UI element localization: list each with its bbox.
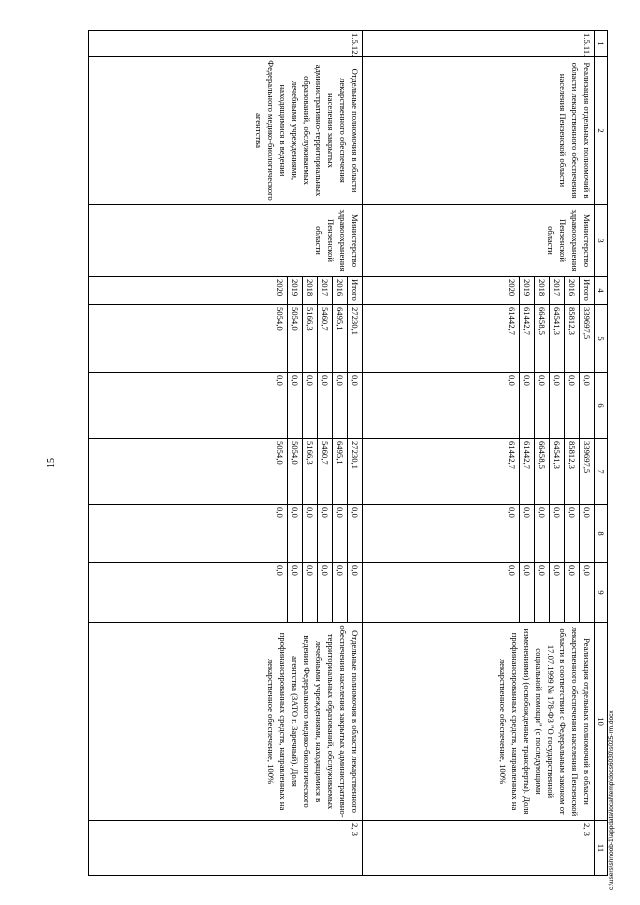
row-responsible: Министерство здравоохранения Пензенской области <box>363 205 595 277</box>
total-cell: 85812,3 <box>565 305 580 373</box>
table-row <box>348 31 363 876</box>
other-cell: 0,0 <box>565 563 580 623</box>
column-number-row <box>595 31 608 876</box>
federal-cell: 0,0 <box>535 373 550 439</box>
row-priority: 2, 3 <box>363 821 595 876</box>
federal-cell: 0,0 <box>520 373 535 439</box>
total-cell: 5054,0 <box>288 305 303 373</box>
total-cell: 6495,1 <box>333 305 348 373</box>
column-number: 9 <box>595 563 608 623</box>
other-cell: 0,0 <box>550 563 565 623</box>
total-cell: 5460,7 <box>318 305 333 373</box>
column-number: 2 <box>595 57 608 205</box>
total-cell: 5054,0 <box>89 305 288 373</box>
year-cell: Итого <box>348 277 363 305</box>
local-cell: 0,0 <box>288 505 303 563</box>
total-cell: 66458,5 <box>535 305 550 373</box>
row-name: Отдельные полномочия в области лекарственного обеспечения населения закрытых административно-территориальных образований, обслуживаемых лечебными учреждениями, находящимися в ведении Федерального медико-биологического агентства <box>89 57 363 205</box>
row-code: 1.5.12. <box>89 31 363 57</box>
regional-cell: 5166,3 <box>303 439 318 505</box>
federal-cell: 0,0 <box>303 373 318 439</box>
federal-cell: 0,0 <box>348 373 363 439</box>
federal-cell: 0,0 <box>318 373 333 439</box>
local-cell: 0,0 <box>318 505 333 563</box>
year-cell: 2020 <box>89 277 288 305</box>
federal-cell: 0,0 <box>580 373 595 439</box>
other-cell: 0,0 <box>520 563 535 623</box>
local-cell: 0,0 <box>303 505 318 563</box>
local-cell: 0,0 <box>550 505 565 563</box>
regional-cell: 339697,5 <box>580 439 595 505</box>
total-cell: 61442,7 <box>520 305 535 373</box>
total-cell: 339697,5 <box>580 305 595 373</box>
regional-cell: 61442,7 <box>520 439 535 505</box>
total-cell: 27230,1 <box>348 305 363 373</box>
row-description: Реализация отдельных полномочий в области лекарственного обеспечения населения Пензенской области в соответствии с Федеральным законом от 17.07.1999 № 178-ФЗ "О государственной социальной помощи" (с последующими изменениями) (освобожденные трансферты). Доля профинансированных средств, направленных на лекарственное обеспечение, 100% <box>363 623 595 821</box>
column-number: 7 <box>595 439 608 505</box>
other-cell: 0,0 <box>363 563 520 623</box>
regional-cell: 5460,7 <box>318 439 333 505</box>
table-row <box>580 31 595 876</box>
other-cell: 0,0 <box>318 563 333 623</box>
local-cell: 0,0 <box>363 505 520 563</box>
federal-cell: 0,0 <box>565 373 580 439</box>
local-cell: 0,0 <box>348 505 363 563</box>
column-number: 11 <box>595 821 608 876</box>
regional-cell: 61442,7 <box>363 439 520 505</box>
regional-cell: 85812,3 <box>565 439 580 505</box>
total-cell: 5166,3 <box>303 305 318 373</box>
regional-cell: 5054,0 <box>288 439 303 505</box>
row-description: Отдельные полномочия в области лекарственного обеспечения населения закрытых административно-территориальных образований, обслуживаемых лечебными учреждениями, находящимися в ведении Федерального медико-биологического агентства (ЗАТО г. Заречный). Доля профинансированных средств, направленных на лекарственное обеспечение, 100% <box>89 623 363 821</box>
row-code: 1.5.11. <box>363 31 595 57</box>
year-cell: Итого <box>580 277 595 305</box>
other-cell: 0,0 <box>303 563 318 623</box>
row-priority: 2, 3 <box>89 821 363 876</box>
other-cell: 0,0 <box>288 563 303 623</box>
regional-cell: 64541,3 <box>550 439 565 505</box>
column-number: 6 <box>595 373 608 439</box>
total-cell: 64541,3 <box>550 305 565 373</box>
column-number: 10 <box>595 623 608 821</box>
other-cell: 0,0 <box>333 563 348 623</box>
landscape-page <box>63 30 608 875</box>
federal-cell: 0,0 <box>550 373 565 439</box>
year-cell: 2017 <box>550 277 565 305</box>
year-cell: 2017 <box>318 277 333 305</box>
regional-cell: 5054,0 <box>89 439 288 505</box>
program-table <box>88 30 608 876</box>
file-path: c:\users\shnoob-1\appdata\local\temp\docs6030\s025-rm.docx <box>608 710 615 890</box>
column-number: 1 <box>595 31 608 57</box>
federal-cell: 0,0 <box>89 373 288 439</box>
regional-cell: 66458,5 <box>535 439 550 505</box>
other-cell: 0,0 <box>89 563 288 623</box>
row-name: Реализация отдельных полномочий в области лекарственного обеспечения населения Пензенской области <box>363 57 595 205</box>
page-number: 15 <box>46 458 57 468</box>
federal-cell: 0,0 <box>333 373 348 439</box>
year-cell: 2018 <box>303 277 318 305</box>
year-cell: 2016 <box>565 277 580 305</box>
year-cell: 2019 <box>520 277 535 305</box>
federal-cell: 0,0 <box>363 373 520 439</box>
row-responsible: Министерство здравоохранения Пензенской области <box>89 205 363 277</box>
federal-cell: 0,0 <box>288 373 303 439</box>
column-number: 8 <box>595 505 608 563</box>
year-cell: 2020 <box>363 277 520 305</box>
local-cell: 0,0 <box>333 505 348 563</box>
year-cell: 2019 <box>288 277 303 305</box>
year-cell: 2018 <box>535 277 550 305</box>
year-cell: 2016 <box>333 277 348 305</box>
local-cell: 0,0 <box>89 505 288 563</box>
total-cell: 61442,7 <box>363 305 520 373</box>
local-cell: 0,0 <box>520 505 535 563</box>
local-cell: 0,0 <box>580 505 595 563</box>
other-cell: 0,0 <box>348 563 363 623</box>
regional-cell: 27230,1 <box>348 439 363 505</box>
local-cell: 0,0 <box>565 505 580 563</box>
column-number: 4 <box>595 277 608 305</box>
column-number: 3 <box>595 205 608 277</box>
regional-cell: 6495,1 <box>333 439 348 505</box>
other-cell: 0,0 <box>535 563 550 623</box>
other-cell: 0,0 <box>580 563 595 623</box>
local-cell: 0,0 <box>535 505 550 563</box>
column-number: 5 <box>595 305 608 373</box>
